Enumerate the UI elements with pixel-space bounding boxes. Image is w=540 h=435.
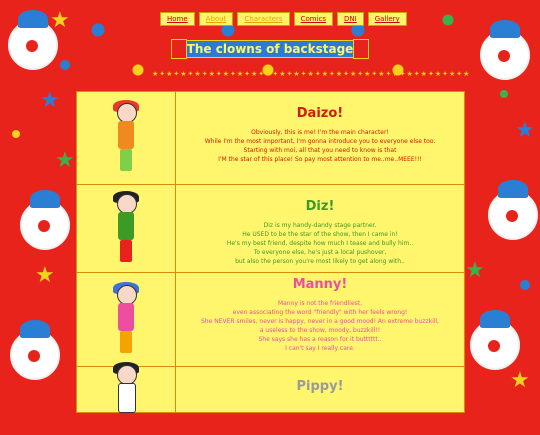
top-nav — [160, 12, 407, 26]
page-title: The clowns of backstage — [186, 42, 354, 56]
star-icon: ★ — [40, 88, 60, 113]
character-name: Pippy! — [296, 379, 344, 394]
star-icon: ★ — [35, 263, 55, 288]
nav-gallery[interactable]: Gallery — [368, 12, 407, 26]
character-portrait — [77, 367, 176, 413]
character-row — [77, 184, 464, 273]
character-description — [176, 92, 464, 184]
daizo-portrait — [111, 103, 141, 173]
character-portrait — [77, 92, 176, 184]
star-icon: ★ — [510, 368, 530, 393]
character-row — [77, 272, 464, 367]
character-name: Daizo! — [296, 106, 344, 121]
manny-portrait — [111, 285, 141, 355]
confetti-dot — [520, 280, 530, 290]
character-description — [176, 367, 464, 413]
page-title-banner — [174, 40, 366, 58]
nav-characters[interactable]: Characters — [237, 12, 289, 26]
nav-home[interactable]: Home — [160, 12, 195, 26]
character-portrait — [77, 185, 176, 273]
star-icon: ★ — [465, 258, 485, 283]
clown-face-icon — [10, 330, 60, 380]
clown-face-icon — [480, 30, 530, 80]
character-bio: Manny is not the friendliest, even associating the word "friendly" with her feels wrong! She NEVER smiles, never is happy, never in a good mood! An extreme buzzkill, a useless to the show, moody, buzzkill!! She says she has a reason for it butttttt.. I can't say I really care. — [201, 300, 439, 352]
confetti-dot — [60, 60, 70, 70]
character-name: Manny! — [292, 277, 348, 292]
character-row — [77, 366, 464, 413]
character-bio: Obviously, this is me! I'm the main character! While I'm the most important, I'm gonna introduce you to everyone else too. Starting with moi, all that you need to know is that I'M the star of this place! So pay most attention to me..me..MEEE!!! — [204, 129, 436, 163]
nav-about[interactable]: About — [199, 12, 234, 26]
star-icon: ★ — [50, 8, 70, 33]
clown-face-icon — [470, 320, 520, 370]
diz-portrait — [111, 194, 141, 264]
pippy-portrait — [111, 365, 141, 435]
clown-face-icon — [488, 190, 538, 240]
nav-dni[interactable]: DNI — [337, 12, 364, 26]
character-description — [176, 185, 464, 273]
confetti-dot — [12, 130, 20, 138]
characters-table — [76, 91, 465, 413]
character-portrait — [77, 273, 176, 367]
character-description — [176, 273, 464, 367]
star-divider: ★✦★✦★✦★✦★✦★✦★✦★✦★✦★✦★✦★✦★✦★✦★✦★✦★✦★✦★✦★✦★✦★✦★ — [152, 70, 471, 78]
confetti-dot — [500, 90, 508, 98]
star-icon: ★ — [55, 148, 75, 173]
star-icon: ★ — [515, 118, 535, 143]
character-name: Diz! — [305, 199, 335, 214]
clown-deco-icon — [353, 39, 369, 59]
character-bio: Diz is my handy-dandy stage partner. He USED to be the star of the show, then I came in! He's my best friend, despite how much I tease and bully him.. To everyone else, he's just a local pushover, but also the person you're most likely to get along with.. — [226, 222, 414, 265]
clown-deco-icon — [171, 39, 187, 59]
clown-face-icon — [20, 200, 70, 250]
nav-comics[interactable]: Comics — [294, 12, 333, 26]
character-row — [77, 92, 464, 184]
